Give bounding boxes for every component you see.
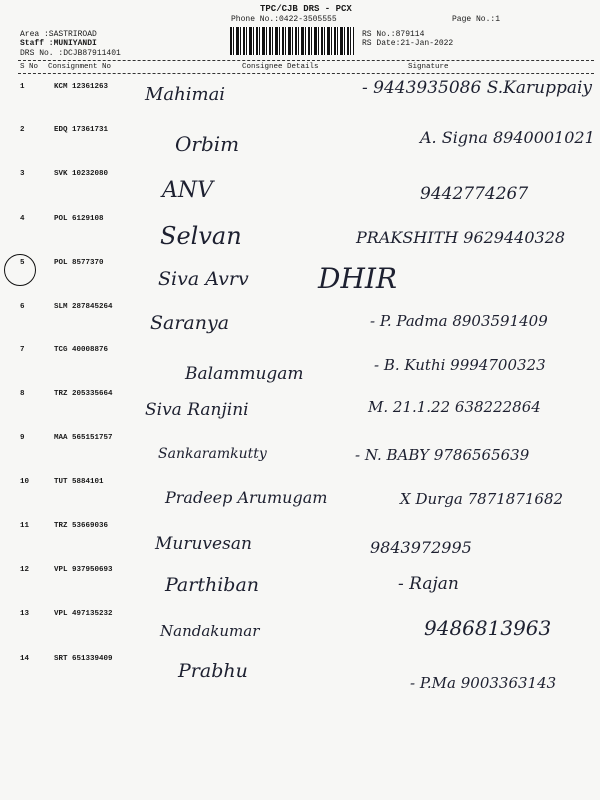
row-consignee: Saranya [150,312,230,334]
drs-number: DRS No. :DCJB87911401 [20,49,121,58]
rs-date: RS Date:21-Jan-2022 [362,39,454,48]
row-consignee: Nandakumar [160,622,260,640]
row-consignee: Balammugam [185,364,304,384]
phone-number: Phone No.:0422-3505555 [231,15,337,24]
row-signature: A. Signa 8940001021 [420,128,595,147]
row-sno: 13 [20,610,30,618]
row-consignment: TRZ 53669036 [54,522,109,530]
row-consignment: KCM 12361263 [54,83,109,91]
col-signature: Signature [408,63,449,71]
column-divider [18,73,594,74]
row-consignee: Selvan [160,222,242,250]
row-consignee: Prabhu [178,660,248,682]
row-sno: 4 [20,215,25,223]
row-sno: 11 [20,522,30,530]
row-consignment: POL 6129108 [54,215,104,223]
row-signature: - N. BABY 9786565639 [355,446,530,464]
row-consignment: SVK 10232080 [54,170,109,178]
row-consignment: EDQ 17361731 [54,126,109,134]
row-sno: 2 [20,126,25,134]
row-signature: 9442774267 [420,184,529,204]
row-signature: - P. Padma 8903591409 [370,312,548,330]
row-sno: 14 [20,655,30,663]
row-signature: PRAKSHITH 9629440328 [356,228,566,247]
row-consignment: TUT 5884101 [54,478,104,486]
row-consignee: Orbim [175,132,240,156]
row-consignment: VPL 497135232 [54,610,113,618]
row-sno: 7 [20,346,25,354]
row-sno: 1 [20,83,25,91]
row-signature: X Durga 7871871682 [400,490,564,508]
row-consignee: Mahimai [145,84,226,105]
doc-title: TPC/CJB DRS - PCX [260,4,352,14]
area-label: Area :SASTRIROAD [20,30,97,39]
row-consignee: Sankaramkutty [158,446,267,462]
row-sno: 9 [20,434,25,442]
col-consignee: Consignee Details [242,63,319,71]
row-signature: - P.Ma 9003363143 [410,674,557,692]
row-consignee: Siva Ranjini [145,400,249,420]
row-sno: 6 [20,303,25,311]
row-sno: 12 [20,566,30,574]
row-signature: - 9443935086 S.Karuppaiy [362,78,593,98]
row-consignment: SRT 651339409 [54,655,113,663]
row-consignment: VPL 937950693 [54,566,113,574]
row-consignment: MAA 565151757 [54,434,113,442]
col-sno: S No [20,63,39,71]
row-consignee: Siva Avrv [158,268,249,290]
row-signature: 9843972995 [370,538,472,557]
row-consignee: ANV [162,178,214,203]
row-signature: DHIR [318,262,398,295]
page-number: Page No.:1 [452,15,501,24]
row-consignee: Pradeep Arumugam [165,488,328,507]
row-consignee: Parthiban [165,574,260,596]
col-consignment: Consignment No [48,63,112,71]
row-signature: M. 21.1.22 638222864 [368,398,541,416]
row-signature: - Rajan [398,574,459,594]
staff-label: Staff :MUNIYANDI [20,39,97,48]
header-divider [18,60,594,61]
row-signature: 9486813963 [424,616,552,640]
row-sno: 3 [20,170,25,178]
rs-number: RS No.:879114 [362,30,425,39]
row-sno: 10 [20,478,30,486]
row-consignment: POL 8577370 [54,259,104,267]
row-signature: - B. Kuthi 9994700323 [374,356,546,374]
row-sno: 8 [20,390,25,398]
row-consignment: TRZ 205335664 [54,390,113,398]
barcode-icon [230,27,354,55]
row-sno: 5 [20,259,25,267]
row-consignment: SLM 287845264 [54,303,113,311]
row-consignee: Muruvesan [155,534,252,554]
row-consignment: TCG 40008876 [54,346,109,354]
